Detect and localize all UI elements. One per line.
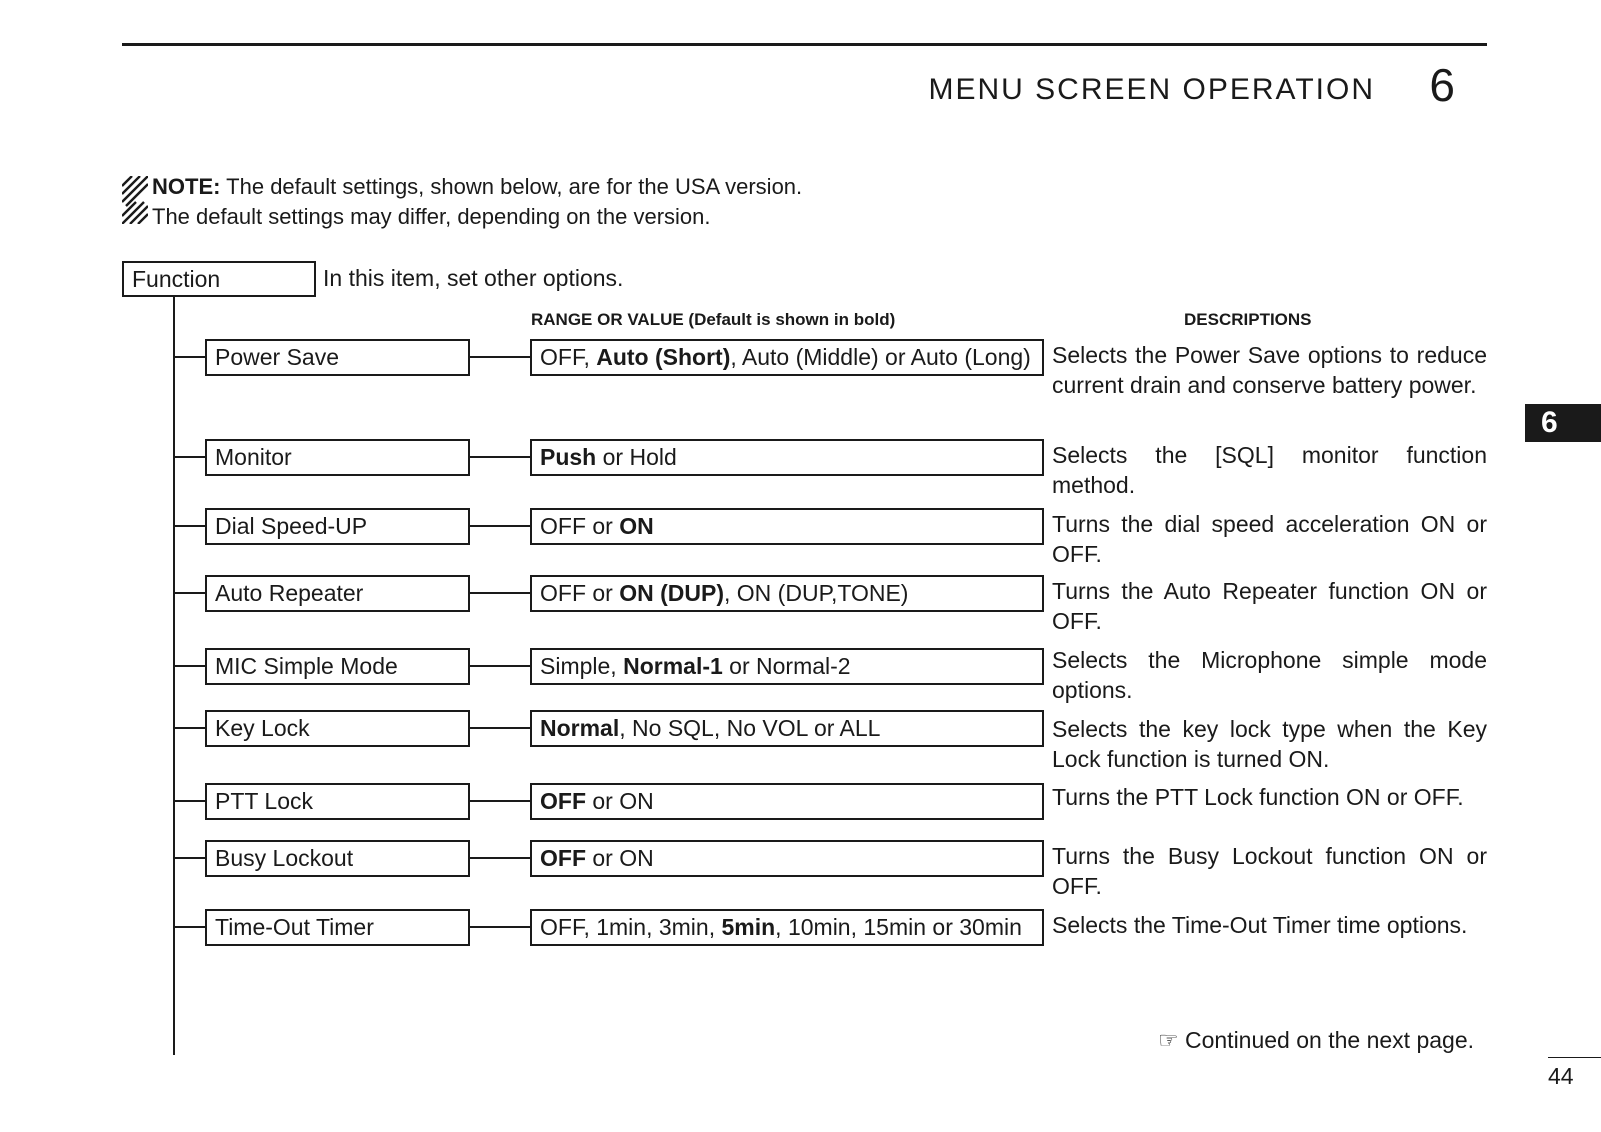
default-value: Normal [540, 715, 620, 741]
menu-item-name: Auto Repeater [205, 575, 470, 612]
item-value-connector [470, 592, 530, 594]
menu-item-name: Monitor [205, 439, 470, 476]
value-text: OFF, [540, 344, 597, 370]
value-text: , ON (DUP,TONE) [724, 580, 909, 606]
item-value-connector [470, 800, 530, 802]
value-text: OFF or [540, 513, 620, 539]
menu-item-description: Selects the Time-Out Timer time options. [1052, 912, 1468, 938]
tree-branch [175, 592, 205, 594]
menu-item-values [530, 710, 1044, 747]
default-value: Normal-1 [623, 653, 723, 679]
value-text: or ON [586, 845, 654, 871]
item-value-connector [470, 356, 530, 358]
tree-branch [175, 356, 205, 358]
default-value: 5min [721, 914, 776, 940]
tree-branch [175, 800, 205, 802]
tree-connector-line [173, 297, 175, 1055]
top-rule [122, 43, 1487, 46]
menu-item-values [530, 840, 1044, 877]
value-text: OFF or [540, 580, 620, 606]
menu-item-values [530, 339, 1044, 376]
note-line-1 [122, 172, 802, 202]
default-value: Auto (Short) [596, 344, 731, 370]
section-title: MENU SCREEN OPERATION [928, 73, 1375, 106]
item-value-connector [470, 727, 530, 729]
menu-item-values [530, 909, 1044, 946]
menu-item-name: Dial Speed-UP [205, 508, 470, 545]
tree-branch [175, 857, 205, 859]
item-value-connector [470, 926, 530, 928]
value-text: or Normal-2 [722, 653, 851, 679]
page-number: 44 [1548, 1063, 1574, 1089]
menu-item-description: Selects the Microphone simple mode options. [1052, 647, 1487, 703]
value-text: , No SQL, No VOL or ALL [619, 715, 881, 741]
menu-item-name: PTT Lock [205, 783, 470, 820]
default-value: ON [619, 513, 654, 539]
item-value-connector [470, 525, 530, 527]
note-line-2: The default settings may differ, depending on the version. [152, 204, 711, 229]
menu-item-description: Turns the Auto Repeater function ON or OFF. [1052, 578, 1487, 634]
item-value-connector [470, 665, 530, 667]
note-block [122, 172, 802, 232]
menu-item-description: Selects the key lock type when the Key Lock function is turned ON. [1052, 716, 1487, 772]
default-value: OFF [540, 788, 586, 814]
note-text-1: The default settings, shown below, are for the USA version. [226, 174, 803, 199]
descriptions-column-header: DESCRIPTIONS [1184, 310, 1312, 329]
menu-item-values [530, 508, 1044, 545]
menu-item-description: Turns the PTT Lock function ON or OFF. [1052, 784, 1464, 810]
default-value: ON (DUP) [619, 580, 725, 606]
value-text: or Hold [596, 444, 677, 470]
value-text: Simple, [540, 653, 624, 679]
default-value: OFF [540, 845, 586, 871]
function-item-box: Function [122, 261, 316, 297]
page-number-rule [1548, 1057, 1601, 1058]
value-text: or ON [586, 788, 654, 814]
menu-item-description: Turns the Busy Lockout function ON or OFF. [1052, 843, 1487, 899]
menu-item-values [530, 783, 1044, 820]
section-side-tab: 6 [1525, 404, 1601, 442]
menu-item-description: Turns the dial speed acceleration ON or OFF. [1052, 511, 1487, 567]
menu-item-name: Time-Out Timer [205, 909, 470, 946]
menu-item-name: Key Lock [205, 710, 470, 747]
value-text: , Auto (Middle) or Auto (Long) [730, 344, 1031, 370]
menu-item-values [530, 439, 1044, 476]
value-text: , 10min, 15min or 30min [775, 914, 1022, 940]
range-column-header: RANGE OR VALUE (Default is shown in bold) [531, 310, 896, 329]
tree-branch [175, 456, 205, 458]
tree-branch [175, 926, 205, 928]
item-value-connector [470, 456, 530, 458]
function-item-description: In this item, set other options. [323, 265, 624, 291]
menu-item-description: Selects the [SQL] monitor function method. [1052, 442, 1487, 498]
continued-note: ☞ Continued on the next page. [1157, 1027, 1474, 1053]
menu-item-name: MIC Simple Mode [205, 648, 470, 685]
note-hatch-icon [122, 176, 148, 224]
note-label: NOTE: [152, 174, 221, 199]
menu-item-description: Selects the Power Save options to reduce current drain and conserve battery power. [1052, 342, 1487, 398]
menu-item-name: Busy Lockout [205, 840, 470, 877]
menu-item-name: Power Save [205, 339, 470, 376]
default-value: Push [540, 444, 597, 470]
tree-branch [175, 665, 205, 667]
item-value-connector [470, 857, 530, 859]
tree-branch [175, 727, 205, 729]
section-number: 6 [1429, 59, 1455, 111]
menu-item-values [530, 575, 1044, 612]
menu-item-values [530, 648, 1044, 685]
value-text: OFF, 1min, 3min, [540, 914, 722, 940]
tree-branch [175, 525, 205, 527]
